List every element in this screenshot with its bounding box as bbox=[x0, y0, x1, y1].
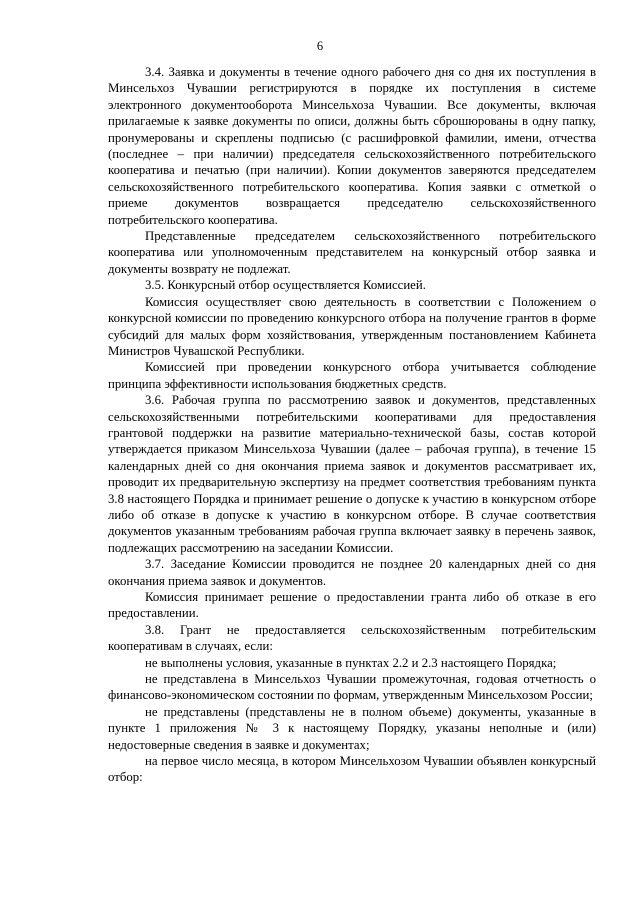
list-item-documents-incomplete: не представлены (представлены не в полном объеме) документы, указанные в пункте 1 приложения № 3 к настоящему Порядку, указаны неполные и (или) недостоверные сведения в заявке и документах; bbox=[108, 704, 596, 752]
paragraph-3-5: 3.5. Конкурсный отбор осуществляется Комиссией. bbox=[145, 278, 426, 293]
list-item-first-day-of-month: на первое число месяца, в котором Минсельхозом Чувашии объявлен конкурсный отбор: bbox=[108, 754, 596, 785]
page-number: 6 bbox=[316, 39, 324, 53]
paragraph-3-7: 3.7. Заседание Комиссии проводится не позднее 20 календарных дней со дня окончания приема заявок и документов. bbox=[108, 557, 596, 588]
list-item-conditions-not-met: не выполнены условия, указанные в пунктах 2.2 и 2.3 настоящего Порядка; bbox=[145, 655, 557, 670]
list-item-reporting-not-submitted: не представлена в Минсельхоз Чувашии промежуточная, годовая отчетность о финансово-экономическом состоянии по формам, утвержденным Минсельхозом России; bbox=[108, 672, 596, 703]
paragraph-3-6: 3.6. Рабочая группа по рассмотрению заявок и документов, представленных сельскохозяйственными потребительскими кооперативами для предоставления грантовой поддержки на развитие материально-технической базы, состав которой утверждается приказом Минсельхоза Чувашии (далее – рабочая группа), в течение 15 календарных дней со дня окончания приема заявок и документов рассматривает их, проводит их предварительную экспертизу на предмет соответствия требованиям пункта 3.8 настоящего Порядка и принимает решение о допуске к участию в конкурсном отборе либо об отказе в допуске к участию в конкурсном отборе. В случае соответствия документов указанным требованиям рабочая группа включает заявку в перечень заявок, подлежащих рассмотрению на заседании Комиссии. bbox=[108, 393, 596, 555]
document-body bbox=[108, 64, 596, 786]
paragraph-budget-efficiency: Комиссией при проведении конкурсного отбора учитывается соблюдение принципа эффективности использования бюджетных средств. bbox=[108, 360, 596, 391]
paragraph-3-4: 3.4. Заявка и документы в течение одного рабочего дня со дня их поступления в Минсельхоз Чувашии регистрируются в порядке их поступления в системе электронного документооборота Минсельхоза Чувашии. Все документы, включая прилагаемые к заявке документы по описи, должны быть сброшюрованы в одну папку, пронумерованы и скреплены подписью (с расшифровкой фамилии, имени, отчества (последнее – при наличии) председателя сельскохозяйственного потребительского кооператива и печатью (при наличии). Копии документов заверяются председателем сельскохозяйственного потребительского кооператива. Копия заявки с отметкой о приеме документов возвращается председателю сельскохозяйственного потребительского кооператива. bbox=[108, 65, 596, 227]
paragraph-commission-decision: Комиссия принимает решение о предоставлении гранта либо об отказе в его предоставлении. bbox=[108, 590, 596, 621]
paragraph-documents-not-returned: Представленные председателем сельскохозяйственного потребительского кооператива или уполномоченным представителем на конкурсный отбор заявка и документы возврату не подлежат. bbox=[108, 229, 596, 276]
paragraph-3-8: 3.8. Грант не предоставляется сельскохозяйственным потребительским кооперативам в случаях, если: bbox=[108, 622, 596, 654]
paragraph-commission-activity: Комиссия осуществляет свою деятельность в соответствии с Положением о конкурсной комиссии по проведению конкурсного отбора на получение грантов в форме субсидий для малых форм хозяйствования, утвержденным постановлением Кабинета Министров Чувашской Республики. bbox=[108, 294, 596, 358]
